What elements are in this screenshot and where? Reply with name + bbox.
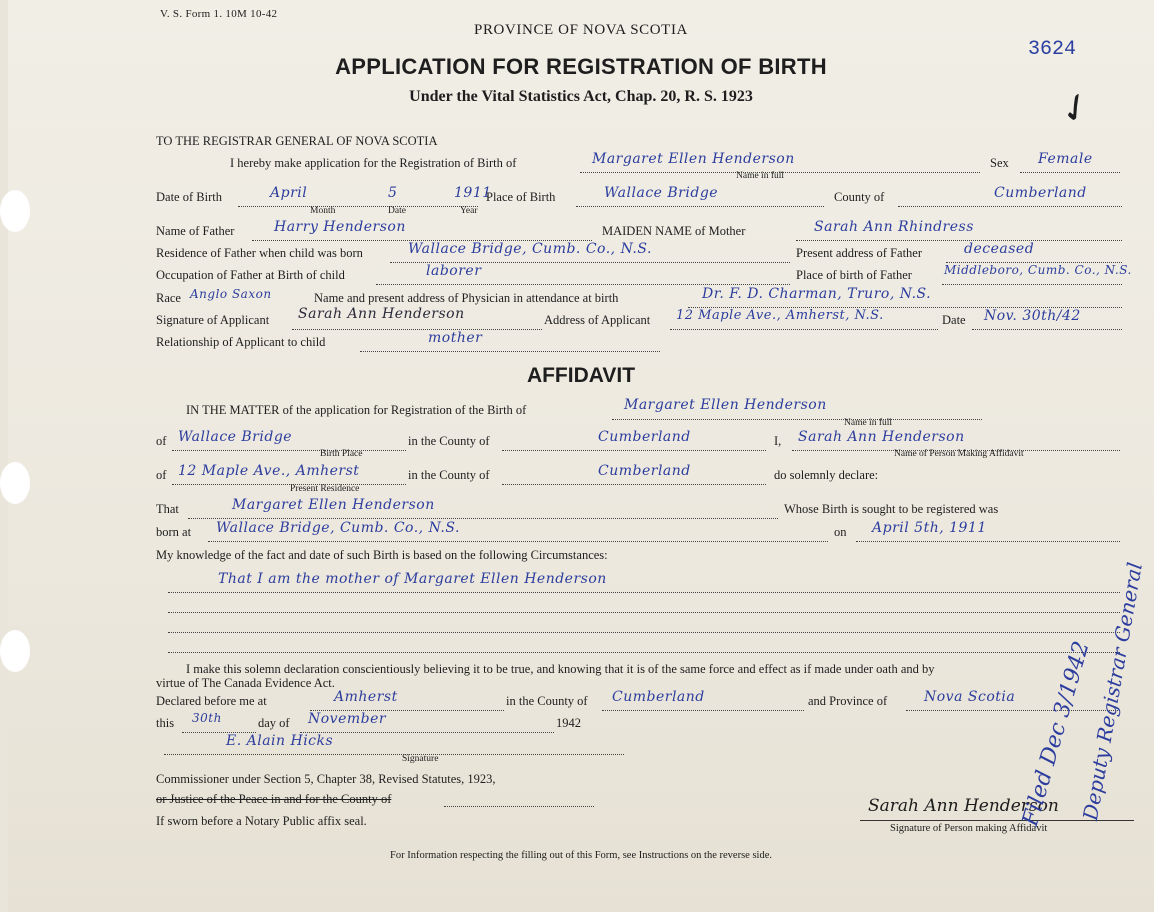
declaration-line-2: virtue of The Canada Evidence Act. [156,676,335,690]
registrar-note: Deputy Registrar General [1078,560,1148,823]
day-of-label: day of [258,716,290,730]
relationship-label: Relationship of Applicant to child [156,335,326,349]
intro-label: I hereby make application for the Registration of Birth of [230,156,517,170]
occupation-value: laborer [426,263,482,279]
of-label: of [156,434,167,448]
res-father-label: Residence of Father when child was born [156,246,363,260]
filed-note: Filed Dec 3/1942 [1018,638,1095,829]
physician-value: Dr. F. D. Charman, Truro, N.S. [702,286,932,302]
commissioner-signature: E. Alain Hicks [226,733,334,749]
affiant-sig-caption: Signature of Person making Affidavit [890,823,1048,834]
month-caption: Month [310,206,336,216]
province-value: Nova Scotia [924,689,1016,705]
footnote: For Information respecting the filling out of this Form, see Instructions on the reverse side. [389,850,772,861]
child-name-value: Margaret Ellen Henderson [592,151,795,167]
in-county-label-3: in the County of [506,694,588,708]
notary-label: If sworn before a Notary Public affix seal. [156,814,367,828]
of-label-2: of [156,468,167,482]
sig-applicant-label: Signature of Applicant [156,313,270,327]
declared-at-value: Amherst [334,689,398,705]
dob-date-value: 5 [388,185,398,201]
signature-caption: Signature [402,754,439,764]
province-heading: PROVINCE OF NOVA SCOTIA [474,22,688,38]
punch-hole [0,462,30,504]
county1-value: Cumberland [598,429,691,445]
aff-name-in-full-caption: Name in full [844,418,893,428]
sex-value: Female [1038,151,1093,167]
addr-applicant-value: 12 Maple Ave., Amherst, N.S. [676,308,884,323]
affidavit-title: AFFIDAVIT [526,364,636,387]
justice-label: or Justice of the Peace in and for the County of [156,792,392,806]
addressee: TO THE REGISTRAR GENERAL OF NOVA SCOTIA [156,134,438,148]
circumstance-value: That I am the mother of Margaret Ellen Henderson [218,571,607,587]
punch-hole [0,190,30,232]
father-label: Name of Father [156,224,235,238]
in-county-label: in the County of [408,434,490,448]
month-value: November [308,711,387,727]
aff-child-name-value: Margaret Ellen Henderson [624,397,827,413]
solemnly-label: do solemnly declare: [774,468,879,482]
born-date-value: April 5th, 1911 [872,520,987,536]
residence-caption: Present Residence [290,484,360,494]
sex-label: Sex [990,156,1009,170]
race-label: Race [156,291,181,305]
dob-label: Date of Birth [156,190,222,204]
relationship-value: mother [428,330,483,346]
on-label: on [834,525,847,539]
form-subtitle: Under the Vital Statistics Act, Chap. 20, R. S. 1923 [409,88,753,105]
that-label: That [156,502,179,516]
pob-value: Wallace Bridge [604,185,719,201]
this-label: this [156,716,175,730]
serial-number: 3624 [1028,38,1077,61]
year-value: 1942 [556,716,581,730]
county-label: County of [834,190,885,204]
present-addr-value: deceased [964,241,1035,257]
present-addr-label: Present address of Father [796,246,923,260]
mother-label: MAIDEN NAME of Mother [602,224,746,238]
day-value: 30th [192,711,222,725]
born-at-label: born at [156,525,192,539]
date-label: Date [942,313,966,327]
that-name-value: Margaret Ellen Henderson [232,497,435,513]
birth-place-value: Wallace Bridge [178,429,293,445]
pob-father-label: Place of birth of Father [796,268,912,282]
knowledge-label: My knowledge of the fact and date of such Birth is based on the following Circumstances: [156,548,608,562]
name-in-full-caption: Name in full [736,171,785,181]
mother-value: Sarah Ann Rhindress [814,219,974,235]
form-title: APPLICATION FOR REGISTRATION OF BIRTH [335,54,827,79]
occupation-label: Occupation of Father at Birth of child [156,268,345,282]
father-value: Harry Henderson [274,219,406,235]
declared-label: Declared before me at [156,694,267,708]
dob-year-value: 1911 [454,185,492,201]
whose-birth-label: Whose Birth is sought to be registered was [784,502,999,516]
addr-applicant-label: Address of Applicant [544,313,651,327]
date-value: Nov. 30th/42 [984,308,1081,324]
pob-label: Place of Birth [486,190,556,204]
res-father-value: Wallace Bridge, Cumb. Co., N.S. [408,241,652,257]
county-value: Cumberland [994,185,1087,201]
county2-value: Cumberland [598,463,691,479]
race-value: Anglo Saxon [190,287,272,301]
affiant-caption: Name of Person Making Affidavit [894,449,1024,459]
residence-value: 12 Maple Ave., Amherst [178,463,360,479]
affiant-value: Sarah Ann Henderson [798,429,965,445]
in-county-label-2: in the County of [408,468,490,482]
county3-value: Cumberland [612,689,705,705]
date-caption: Date [388,206,406,216]
punch-hole [0,630,30,672]
born-place-value: Wallace Bridge, Cumb. Co., N.S. [216,520,460,536]
affiant-signature: Sarah Ann Henderson [868,796,1059,816]
birth-registration-form [8,0,1154,912]
birth-place-caption: Birth Place [320,449,363,459]
commissioner-label: Commissioner under Section 5, Chapter 38, Revised Statutes, 1923, [156,772,496,786]
declaration-line-1: I make this solemn declaration conscientiously believing it to be true, and knowing that it is of the same force and effect as if made under oath and by [186,662,935,676]
physician-label: Name and present address of Physician in attendance at birth [314,291,619,305]
check-mark-icon: ✓ [1051,82,1101,136]
province-label: and Province of [808,694,888,708]
year-caption: Year [460,206,478,216]
pob-father-value: Middleboro, Cumb. Co., N.S. [944,263,1132,277]
form-id: V. S. Form 1. 10M 10-42 [160,8,278,20]
matter-label: IN THE MATTER of the application for Registration of the Birth of [186,403,527,417]
dob-month-value: April [270,185,308,201]
i-label: I, [774,434,782,448]
sig-applicant-value: Sarah Ann Henderson [298,306,465,322]
